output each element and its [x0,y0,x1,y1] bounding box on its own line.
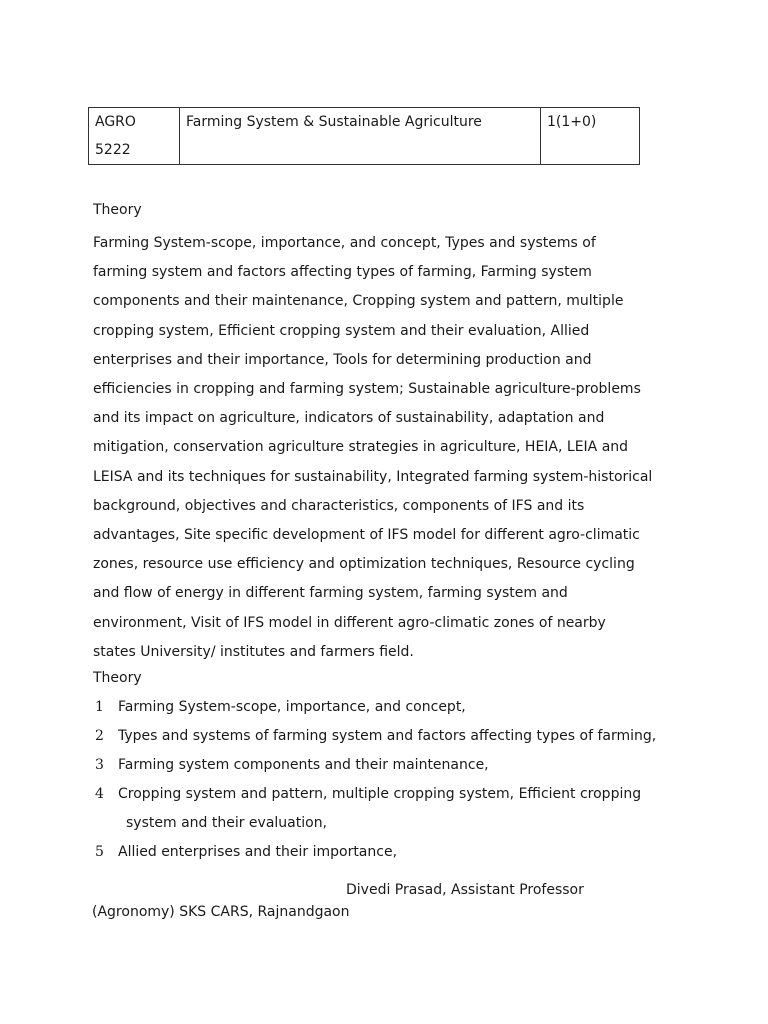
list-item-text: Types and systems of farming system and factors affecting types of farming, [118,728,657,744]
list-item-number: 3 [95,757,104,773]
course-title: Farming System & Sustainable Agriculture [186,114,482,130]
list-item-continuation: system and their evaluation, [126,815,328,831]
list-item [93,722,673,751]
list-item-number: 5 [95,844,104,860]
signature-affiliation: (Agronomy) SKS CARS, Rajnandgaon [92,904,350,920]
list-item-text: Farming system components and their maintenance, [118,757,489,773]
course-row [89,108,640,165]
list-item [93,751,673,780]
topic-list [93,693,673,867]
course-code-line2: 5222 [95,142,131,158]
list-item-number: 1 [95,699,104,715]
list-item-text: Allied enterprises and their importance, [118,844,398,860]
list-item [93,838,673,867]
list-item-text: Cropping system and pattern, multiple cropping system, Efficient cropping [118,786,642,802]
theory-heading: Theory [93,202,142,218]
theory-paragraph: Farming System-scope, importance, and concept, Types and systems of farming system and factors affecting types of farming, Farming system components and their maintenance, Cropping system and pattern, multiple cropping system, Efficient cropping system and their evaluation, Allied enterprises and their importance, Tools for determining production and efficiencies in cropping and farming system; Sustainable agriculture-problems and its impact on agriculture, indicators of sustainability, adaptation and mitigation, conservation agriculture strategies in agriculture, HEIA, LEIA and LEISA and its techniques for sustainability, Integrated farming system-historical background, objectives and characteristics, components of IFS and its advantages, Site specific development of IFS model for different agro-climatic zones, resource use efficiency and optimization techniques, Resource cycling and flow of energy in different farming system, farming system and environment, Visit of IFS model in different agro-climatic zones of nearby states University/ institutes and farmers field. [93,235,653,660]
course-code-cell [89,108,180,165]
theory-heading-2: Theory [93,670,142,686]
signature-name: Divedi Prasad, Assistant Professor [346,882,584,898]
list-item [93,780,673,838]
course-header-table [88,107,640,165]
list-item-text: Farming System-scope, importance, and concept, [118,699,466,715]
course-credits: 1(1+0) [547,114,597,130]
course-title-cell [180,108,541,165]
list-item [93,693,673,722]
list-item-number: 2 [95,728,104,744]
course-code-line1: AGRO [95,114,136,130]
course-credits-cell [541,108,640,165]
list-item-number: 4 [95,786,104,802]
